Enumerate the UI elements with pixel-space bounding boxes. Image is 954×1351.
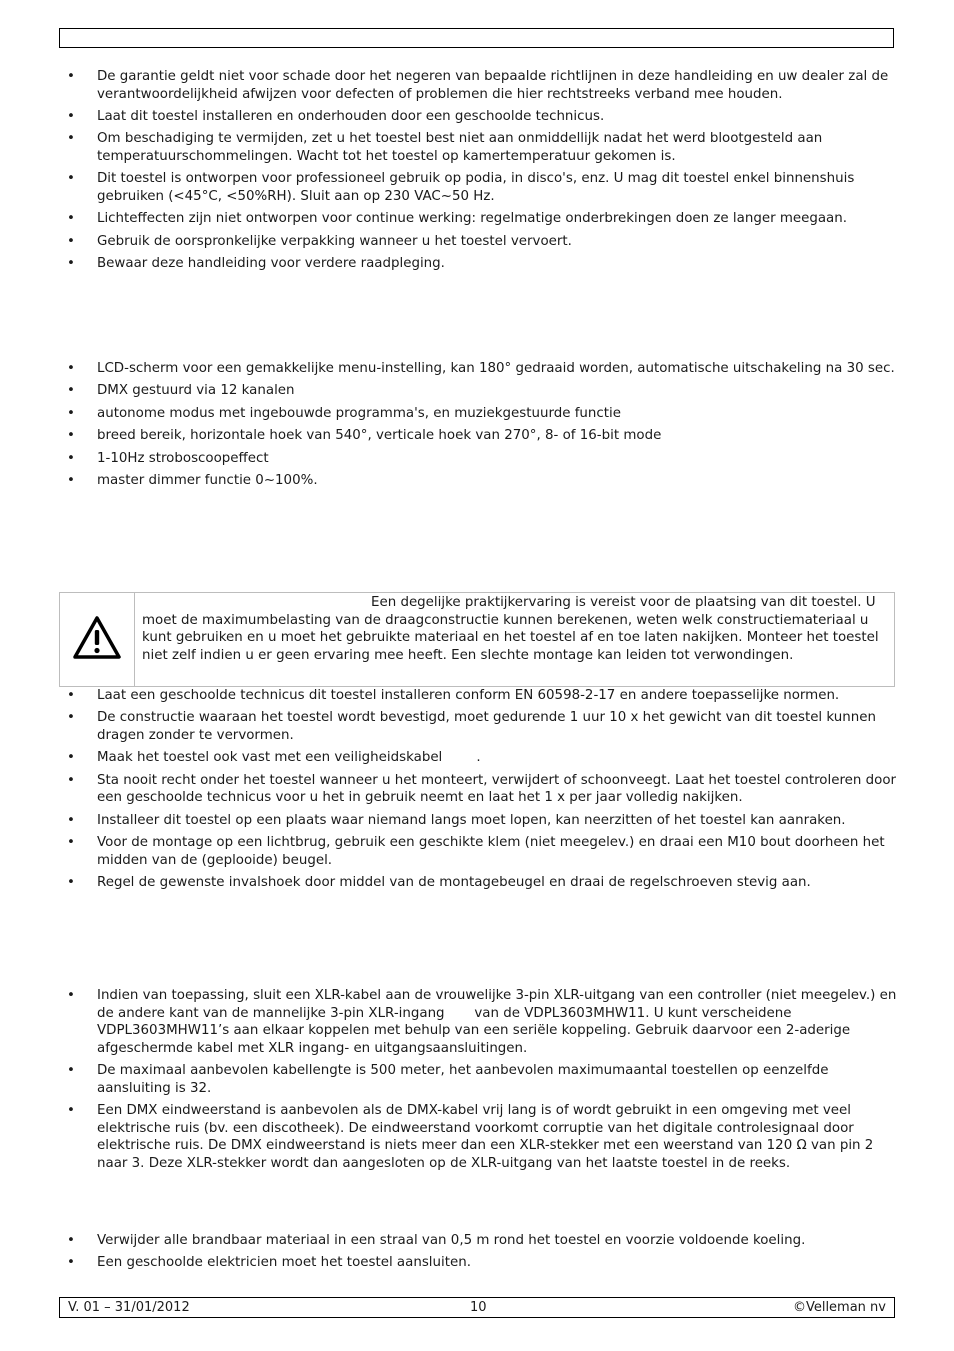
list-item: • 1-10Hz stroboscoopeffect bbox=[0, 450, 897, 468]
mounting-list bbox=[0, 687, 897, 897]
list-item: • De constructie waaraan het toestel wordt bevestigd, moet gedurende 1 uur 10 x het gewicht van dit toestel kunnen dragen zonder te vervormen. bbox=[0, 709, 897, 744]
footer-copyright: ©Velleman nv bbox=[792, 1300, 886, 1315]
list-item: • Voor de montage op een lichtbrug, gebruik een geschikte klem (niet meegelev.) en draai een M10 bout doorheen het midden van de (geplooide) beugel. bbox=[0, 834, 897, 869]
list-item: • Laat dit toestel installeren en onderhouden door een geschoolde technicus. bbox=[0, 108, 897, 126]
warning-text-rest: toestel. U moet de maximumbelasting van de draagconstructie kunnen berekenen, weten welk constructiemateriaal u kunt gebruiken en u moet het gebruikte materiaal en het toestel af en toe laten nakijken. Monteer het toestel niet zelf indien u er geen ervaring mee heeft. Een slechte montage kan leiden tot verwondingen. bbox=[142, 595, 879, 663]
list-item: • Verwijder alle brandbaar materiaal in een straal van 0,5 m rond het toestel en voorzie voldoende koeling. bbox=[0, 1232, 897, 1250]
list-item: • autonome modus met ingebouwde programma's, en muziekgestuurde functie bbox=[0, 405, 897, 423]
list-item: • Een DMX eindweerstand is aanbevolen als de DMX-kabel vrij lang is of wordt gebruikt in een omgeving met veel elektrische ruis (bv. een discotheek). De eindweerstand voorkomt corruptie van het digitale controlesignaal door elektrische ruis. De DMX eindweerstand is niets meer dan een XLR-stekker met een weerstand van 120 Ω van pin 2 naar 3. Deze XLR-stekker wordt dan aangesloten op de XLR-uitgang van het laatste toestel in de reeks. bbox=[0, 1102, 897, 1172]
dmx-list bbox=[0, 987, 901, 1177]
header-box bbox=[59, 28, 894, 48]
list-item: • De maximaal aanbevolen kabellengte is 500 meter, het aanbevolen maximumaantal toestellen op eenzelfde aansluiting is 32. bbox=[0, 1062, 897, 1097]
list-item: • De garantie geldt niet voor schade door het negeren van bepaalde richtlijnen in deze handleiding en uw dealer zal de verantwoordelijkheid afwijzen voor defecten of problemen die hier rechtstreeks verband mee houden. bbox=[0, 68, 897, 103]
list-item: • master dimmer functie 0~100%. bbox=[0, 472, 897, 490]
list-item: • Laat een geschoolde technicus dit toestel installeren conform EN 60598-2-17 en andere toepasselijke normen. bbox=[0, 687, 897, 705]
list-item: • Maak het toestel ook vast met een veiligheidskabel . bbox=[0, 749, 897, 767]
list-item: • Dit toestel is ontworpen voor professioneel gebruik op podia, in disco's, enz. U mag dit toestel enkel binnenshuis gebruiken (<45°C, <50%RH). Sluit aan op 230 VAC~50 Hz. bbox=[0, 170, 897, 205]
electrical-list bbox=[0, 1232, 897, 1277]
warning-text bbox=[142, 594, 882, 664]
footer-version: V. 01 – 31/01/2012 bbox=[68, 1300, 190, 1315]
list-item: • Sta nooit recht onder het toestel wanneer u het monteert, verwijdert of schoonveegt. Laat het toestel controleren door een geschoolde technicus voor u het in gebruik neemt en laat het 1 x per jaar volledig nakijken. bbox=[0, 772, 897, 807]
page-footer bbox=[59, 1297, 895, 1318]
list-item: • Installeer dit toestel op een plaats waar niemand langs moet lopen, kan neerzitten of het toestel kan aanraken. bbox=[0, 812, 897, 830]
features-list bbox=[0, 360, 897, 494]
footer-page-number: 10 bbox=[470, 1300, 487, 1315]
list-item: • Regel de gewenste invalshoek door middel van de montagebeugel en draai de regelschroeven stevig aan. bbox=[0, 874, 897, 892]
list-item: • Lichteffecten zijn niet ontworpen voor continue werking: regelmatige onderbrekingen doen ze langer meegaan. bbox=[0, 210, 897, 228]
list-item: • DMX gestuurd via 12 kanalen bbox=[0, 382, 897, 400]
warranty-list bbox=[0, 68, 897, 278]
list-item: • Indien van toepassing, sluit een XLR-kabel aan de vrouwelijke 3-pin XLR-uitgang van een controller (niet meegelev.) en de andere kant van de mannelijke 3-pin XLR-ingang van de VDPL3603MHW11. U kunt verscheidene VDPL3603MHW11’s aan elkaar koppelen met behulp van een seriële koppeling. Gebruik daarvoor een 2-aderige afgeschermde kabel met XLR ingang- en uitgangsaansluitingen. bbox=[0, 987, 897, 1057]
list-item: • Om beschadiging te vermijden, zet u het toestel best niet aan onmiddellijk nadat het werd blootgesteld aan temperatuurschommelingen. Wacht tot het toestel op kamertemperatuur gekomen is. bbox=[0, 130, 897, 165]
warning-text-first: Een degelijke praktijkervaring is vereist voor de plaatsing van dit bbox=[371, 595, 808, 610]
warning-box bbox=[59, 592, 895, 687]
list-item: • Bewaar deze handleiding voor verdere raadpleging. bbox=[0, 255, 897, 273]
warning-triangle-icon bbox=[72, 615, 122, 661]
warning-icon-cell bbox=[60, 593, 135, 686]
list-item: • LCD-scherm voor een gemakkelijke menu-instelling, kan 180° gedraaid worden, automatische uitschakeling na 30 sec. bbox=[0, 360, 897, 378]
list-item: • Een geschoolde elektricien moet het toestel aansluiten. bbox=[0, 1254, 897, 1272]
list-item: • Gebruik de oorspronkelijke verpakking wanneer u het toestel vervoert. bbox=[0, 233, 897, 251]
list-item: • breed bereik, horizontale hoek van 540°, verticale hoek van 270°, 8- of 16-bit mode bbox=[0, 427, 897, 445]
